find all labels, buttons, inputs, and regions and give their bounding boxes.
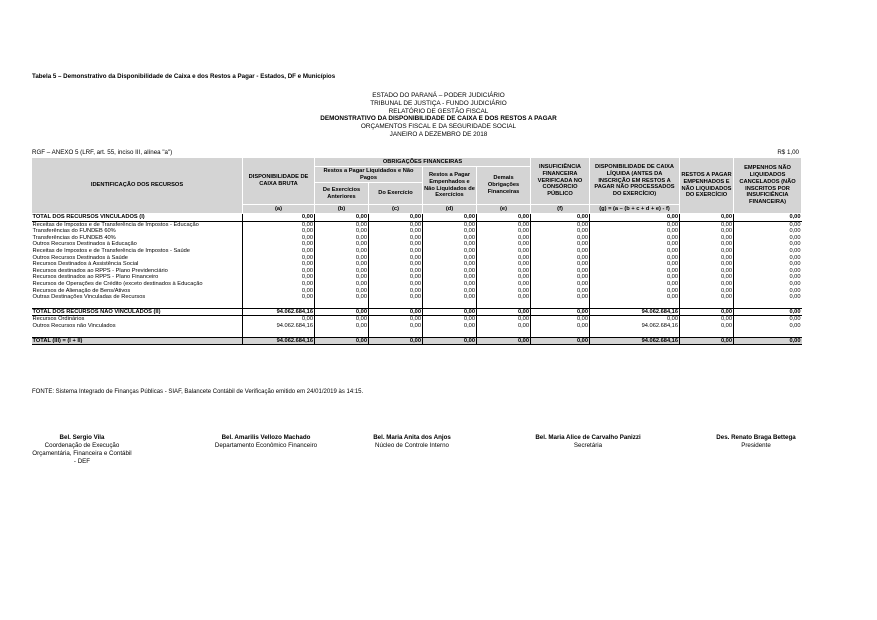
col-label-g: (g) = (a – (b + c + d + e) - f) [590, 205, 680, 214]
row-value: 0,00 [315, 308, 369, 316]
row-label: Recursos Ordinários [32, 316, 85, 323]
spacer-cell [531, 330, 590, 338]
row-value: 0,00 [423, 337, 477, 345]
row-value: 0,00 [590, 248, 680, 255]
row-value: 0,00 [369, 261, 423, 268]
table-body [32, 214, 802, 345]
row-value: 0,00 [423, 235, 477, 242]
table-row [32, 261, 802, 268]
row-value: 0,00 [531, 235, 590, 242]
row-value: 0,00 [243, 241, 315, 248]
row-value: 0,00 [243, 261, 315, 268]
row-value: 0,00 [734, 274, 802, 281]
row-value: 94.062.684,16 [243, 337, 315, 345]
row-label: TOTAL (III) = (I + II) [32, 337, 243, 345]
row-label: Outras Destinações Vinculadas de Recursos [32, 294, 146, 301]
row-value: 0,00 [531, 241, 590, 248]
row-value: 0,00 [680, 221, 734, 228]
row-value: 0,00 [680, 274, 734, 281]
row-label: Recursos de Operações de Crédito (exceto destinados à Educação [32, 280, 203, 287]
col-header-disponibilidade-liquida: DISPONIBILIDADE DE CAIXA LÍQUIDA (ANTES DA INSCRIÇÃO EM RESTOS A PAGAR NÃO PROCESSADOS DO EXERCÍCIO) [590, 158, 680, 205]
row-value: 0,00 [680, 308, 734, 316]
table-row [32, 268, 802, 275]
col-label-d: (d) [423, 205, 477, 214]
table-row [32, 228, 802, 235]
signature-role: Coordenação de Execução Orçamentária, Financeira e Contábil - DEF [32, 442, 132, 465]
row-value: 0,00 [531, 248, 590, 255]
table-row [32, 288, 802, 295]
row-value: 0,00 [423, 308, 477, 316]
row-value: 0,00 [369, 337, 423, 345]
table-row [32, 294, 802, 301]
spacer-cell [315, 330, 369, 338]
row-value: 0,00 [369, 248, 423, 255]
spacer-cell [243, 301, 315, 309]
row-value: 0,00 [243, 274, 315, 281]
row-value: 0,00 [315, 241, 369, 248]
signature-name: Bel. Maria Anita dos Anjos [373, 434, 451, 441]
row-value: 0,00 [680, 235, 734, 242]
row-value: 0,00 [590, 294, 680, 301]
row-value: 0,00 [315, 316, 369, 323]
col-label-c: (c) [369, 205, 423, 214]
row-label: Recursos destinados ao RPPS - Plano Previdenciário [32, 267, 168, 274]
row-value: 0,00 [734, 323, 802, 330]
signature-role: Departamento Econômico Financeiro [214, 442, 318, 449]
header-line-4: DEMONSTRATIVO DA DISPONIBILIDADE DE CAIXA E DOS RESTOS A PAGAR [320, 115, 557, 123]
row-value: 0,00 [590, 241, 680, 248]
row-value: 0,00 [680, 255, 734, 262]
header-line-3: RELATÓRIO DE GESTÃO FISCAL [388, 107, 489, 115]
row-value: 0,00 [477, 294, 531, 301]
row-value: 0,00 [531, 255, 590, 262]
row-value: 0,00 [315, 248, 369, 255]
row-value: 0,00 [423, 255, 477, 262]
row-value: 0,00 [243, 235, 315, 242]
row-value: 0,00 [531, 294, 590, 301]
row-value: 0,00 [243, 255, 315, 262]
row-value: 0,00 [477, 288, 531, 295]
row-label: Outros Recursos Destinados à Educação [32, 241, 137, 248]
row-value: 0,00 [734, 337, 802, 345]
col-header-do-exercicio: Do Exercício [369, 183, 423, 205]
row-label: Recursos de Alienação de Bens/Ativos [32, 287, 131, 294]
row-value: 0,00 [369, 268, 423, 275]
spacer-row [32, 301, 802, 309]
row-value: 0,00 [243, 288, 315, 295]
spacer-row [32, 330, 802, 338]
header-line-5: ORÇAMENTOS FISCAL E DA SEGURIDADE SOCIAL [360, 123, 517, 131]
row-value: 0,00 [243, 268, 315, 275]
row-value: 0,00 [734, 248, 802, 255]
header-line-1: ESTADO DO PARANÁ – PODER JUDICIÁRIO [372, 92, 505, 99]
col-header-disponibilidade: DISPONIBILIDADE DE CAIXA BRUTA [243, 158, 315, 205]
spacer-cell [590, 330, 680, 338]
row-value: 0,00 [315, 214, 369, 222]
spacer-cell [680, 330, 734, 338]
report-header [0, 92, 877, 139]
row-value: 0,00 [680, 323, 734, 330]
col-header-exercicios-anteriores: De Exercícios Anteriores [315, 183, 369, 205]
row-value: 0,00 [680, 316, 734, 323]
signature-name: Bel. Amarilis Vellozo Machado [221, 434, 311, 441]
table-row [32, 241, 802, 248]
row-value: 94.062.684,16 [243, 308, 315, 316]
signature-2 [196, 434, 336, 450]
row-value: 0,00 [369, 241, 423, 248]
row-value: 0,00 [734, 221, 802, 228]
row-value: 0,00 [680, 228, 734, 235]
spacer-cell [477, 301, 531, 309]
row-value: 0,00 [590, 274, 680, 281]
col-header-empenhos-cancelados: EMPENHOS NÃO LIQUIDADOS CANCELADOS (NÃO INSCRITOS POR INSUFICIÊNCIA FINANCEIRA) [734, 158, 802, 214]
spacer-cell [734, 330, 802, 338]
row-value: 0,00 [531, 274, 590, 281]
table-row [32, 235, 802, 242]
signature-role: Presidente [741, 442, 771, 449]
row-value: 0,00 [531, 288, 590, 295]
row-value: 0,00 [734, 268, 802, 275]
header-line-6: JANEIRO A DEZEMBRO DE 2018 [389, 130, 488, 138]
col-header-insuficiencia: INSUFICIÊNCIA FINANCEIRA VERIFICADA NO CONSÓRCIO PÚBLICO [531, 158, 590, 205]
col-header-demais-obrigacoes: Demais Obrigações Financeiras [477, 167, 531, 205]
row-value: 0,00 [477, 241, 531, 248]
col-header-obrigacoes: OBRIGAÇÕES FINANCEIRAS [315, 158, 531, 167]
row-label: TOTAL DOS RECURSOS VINCULADOS (I) [32, 214, 243, 222]
row-value: 0,00 [680, 268, 734, 275]
row-value: 0,00 [477, 255, 531, 262]
row-label: Transferências do FUNDEB 40% [32, 234, 116, 241]
signature-name: Des. Renato Braga Bettega [716, 434, 796, 441]
row-value: 0,00 [423, 274, 477, 281]
row-value: 0,00 [243, 281, 315, 288]
row-value: 0,00 [531, 261, 590, 268]
row-value: 0,00 [423, 248, 477, 255]
row-value: 0,00 [477, 337, 531, 345]
table-row [32, 281, 802, 288]
col-header-identificacao: IDENTIFICAÇÃO DOS RECURSOS [32, 158, 243, 214]
row-value: 0,00 [315, 235, 369, 242]
row-value: 0,00 [423, 323, 477, 330]
currency-unit: R$ 1,00 [777, 149, 799, 156]
row-value: 0,00 [315, 337, 369, 345]
row-value: 0,00 [680, 281, 734, 288]
row-value: 0,00 [531, 268, 590, 275]
spacer-cell [531, 301, 590, 309]
spacer-cell [423, 301, 477, 309]
row-value: 0,00 [477, 228, 531, 235]
row-value: 0,00 [734, 214, 802, 222]
row-label: Transferências do FUNDEB 60% [32, 228, 116, 235]
row-value: 0,00 [531, 214, 590, 222]
table-caption: Tabela 5 – Demonstrativo da Disponibilidade de Caixa e dos Restos a Pagar - Estados, DF e Municípios [32, 73, 336, 80]
signature-4 [508, 434, 668, 450]
row-value: 0,00 [590, 255, 680, 262]
row-label: Receitas de Impostos e de Transferência de Impostos - Saúde [32, 247, 190, 254]
row-value: 0,00 [590, 281, 680, 288]
col-label-b: (b) [315, 205, 369, 214]
row-label: Outros Recursos não Vinculados [32, 322, 116, 329]
col-label-e: (e) [477, 205, 531, 214]
row-value: 0,00 [369, 255, 423, 262]
row-label: Recursos destinados ao RPPS - Plano Financeiro [32, 274, 159, 281]
row-value: 0,00 [369, 274, 423, 281]
row-value: 0,00 [477, 214, 531, 222]
row-label: Receitas de Impostos e de Transferência de Impostos - Educação [32, 221, 199, 228]
signature-name: Bel. Sergio Vila [59, 434, 105, 441]
row-value: 0,00 [369, 281, 423, 288]
row-value: 0,00 [680, 337, 734, 345]
row-value: 94.062.684,16 [590, 323, 680, 330]
row-value: 94.062.684,16 [590, 308, 680, 316]
col-header-restos-empenhados: RESTOS A PAGAR EMPENHADOS E NÃO LIQUIDADOS DO EXERCÍCIO [680, 158, 734, 214]
row-value: 0,00 [734, 228, 802, 235]
row-value: 0,00 [477, 235, 531, 242]
source-note: FONTE: Sistema Integrado de Finanças Públicas - SIAF, Balancete Contábil de Verificação emitido em 24/01/2019 às 14:15. [32, 389, 364, 395]
total-row-vinculados [32, 214, 802, 222]
row-value: 0,00 [369, 294, 423, 301]
row-value: 0,00 [315, 294, 369, 301]
row-value: 0,00 [369, 214, 423, 222]
row-value: 0,00 [680, 294, 734, 301]
row-value: 0,00 [315, 323, 369, 330]
row-value: 0,00 [734, 281, 802, 288]
row-value: 0,00 [315, 268, 369, 275]
row-value: 0,00 [477, 248, 531, 255]
row-value: 0,00 [680, 241, 734, 248]
table-row [32, 255, 802, 262]
row-value: 0,00 [423, 228, 477, 235]
row-value: 0,00 [423, 241, 477, 248]
spacer-cell [590, 301, 680, 309]
total-row-nao-vinculados [32, 308, 802, 316]
row-value: 94.062.684,16 [243, 323, 315, 330]
row-value: 0,00 [590, 261, 680, 268]
cash-availability-table [31, 157, 802, 345]
row-value: 0,00 [315, 288, 369, 295]
signature-1 [32, 434, 132, 466]
row-value: 0,00 [680, 288, 734, 295]
row-value: 0,00 [369, 235, 423, 242]
row-value: 0,00 [369, 288, 423, 295]
row-value: 0,00 [734, 308, 802, 316]
row-value: 0,00 [477, 221, 531, 228]
row-value: 0,00 [734, 235, 802, 242]
row-value: 0,00 [315, 274, 369, 281]
table-row [32, 274, 802, 281]
row-value: 0,00 [369, 308, 423, 316]
col-header-restos-liquidados: Restos a Pagar Liquidados e Não Pagos [315, 167, 423, 183]
row-value: 0,00 [369, 323, 423, 330]
spacer-cell [243, 330, 315, 338]
row-value: 0,00 [315, 261, 369, 268]
row-value: 0,00 [243, 214, 315, 222]
row-value: 0,00 [423, 214, 477, 222]
row-value: 0,00 [369, 221, 423, 228]
rgf-annex-label: RGF – ANEXO 5 (LRF, art. 55, inciso III, alínea "a") [32, 149, 173, 156]
table-row [32, 323, 802, 330]
row-value: 0,00 [590, 235, 680, 242]
table-row [32, 221, 802, 228]
header-line-2: TRIBUNAL DE JUSTIÇA - FUNDO JUDICIÁRIO [370, 99, 507, 107]
row-value: 0,00 [423, 281, 477, 288]
row-value: 0,00 [734, 316, 802, 323]
row-value: 0,00 [734, 288, 802, 295]
row-value: 0,00 [531, 221, 590, 228]
col-label-a: (a) [243, 205, 315, 214]
row-value: 0,00 [734, 241, 802, 248]
row-value: 0,00 [243, 228, 315, 235]
row-value: 0,00 [423, 294, 477, 301]
row-value: 0,00 [590, 214, 680, 222]
row-value: 0,00 [243, 294, 315, 301]
spacer-cell [477, 330, 531, 338]
row-value: 0,00 [680, 248, 734, 255]
spacer-cell [32, 330, 243, 338]
row-value: 0,00 [590, 316, 680, 323]
row-value: 94.062.684,16 [590, 337, 680, 345]
row-value: 0,00 [531, 228, 590, 235]
row-value: 0,00 [243, 316, 315, 323]
col-header-restos-empenhados-exercicios: Restos a Pagar Empenhados e Não Liquidados de Exercícios [423, 167, 477, 205]
total-row-geral [32, 337, 802, 345]
row-value: 0,00 [477, 316, 531, 323]
row-value: 0,00 [423, 268, 477, 275]
row-label: Outros Recursos Destinados à Saúde [32, 254, 128, 261]
spacer-cell [734, 301, 802, 309]
row-value: 0,00 [734, 261, 802, 268]
signature-role: Núcleo de Controle Interno [375, 442, 449, 449]
spacer-cell [680, 301, 734, 309]
spacer-cell [32, 301, 243, 309]
row-value: 0,00 [531, 337, 590, 345]
row-value: 0,00 [423, 261, 477, 268]
row-value: 0,00 [315, 228, 369, 235]
row-value: 0,00 [423, 221, 477, 228]
row-label: TOTAL DOS RECURSOS NÃO VINCULADOS (II) [32, 308, 243, 316]
row-value: 0,00 [369, 228, 423, 235]
spacer-cell [369, 301, 423, 309]
row-value: 0,00 [315, 221, 369, 228]
row-value: 0,00 [680, 214, 734, 222]
row-value: 0,00 [680, 261, 734, 268]
row-value: 0,00 [243, 248, 315, 255]
row-value: 0,00 [243, 221, 315, 228]
signature-name: Bel. Maria Alice de Carvalho Panizzi [535, 434, 641, 441]
row-value: 0,00 [734, 255, 802, 262]
row-value: 0,00 [531, 281, 590, 288]
row-value: 0,00 [369, 316, 423, 323]
col-label-f: (f) [531, 205, 590, 214]
row-value: 0,00 [734, 294, 802, 301]
spacer-cell [369, 330, 423, 338]
signature-3 [350, 434, 474, 450]
row-value: 0,00 [590, 288, 680, 295]
row-value: 0,00 [315, 281, 369, 288]
row-value: 0,00 [423, 316, 477, 323]
row-value: 0,00 [590, 221, 680, 228]
row-label: Recursos Destinados à Assistência Social [32, 261, 139, 268]
signature-role: Secretária [573, 442, 603, 449]
row-value: 0,00 [477, 323, 531, 330]
row-value: 0,00 [531, 316, 590, 323]
table-row [32, 316, 802, 323]
row-value: 0,00 [423, 288, 477, 295]
row-value: 0,00 [590, 228, 680, 235]
signature-5 [700, 434, 812, 450]
spacer-cell [315, 301, 369, 309]
table-row [32, 248, 802, 255]
row-value: 0,00 [590, 268, 680, 275]
row-value: 0,00 [477, 261, 531, 268]
row-value: 0,00 [531, 308, 590, 316]
row-value: 0,00 [315, 255, 369, 262]
row-value: 0,00 [477, 281, 531, 288]
row-value: 0,00 [477, 308, 531, 316]
row-value: 0,00 [477, 274, 531, 281]
row-value: 0,00 [477, 268, 531, 275]
row-value: 0,00 [531, 323, 590, 330]
spacer-cell [423, 330, 477, 338]
